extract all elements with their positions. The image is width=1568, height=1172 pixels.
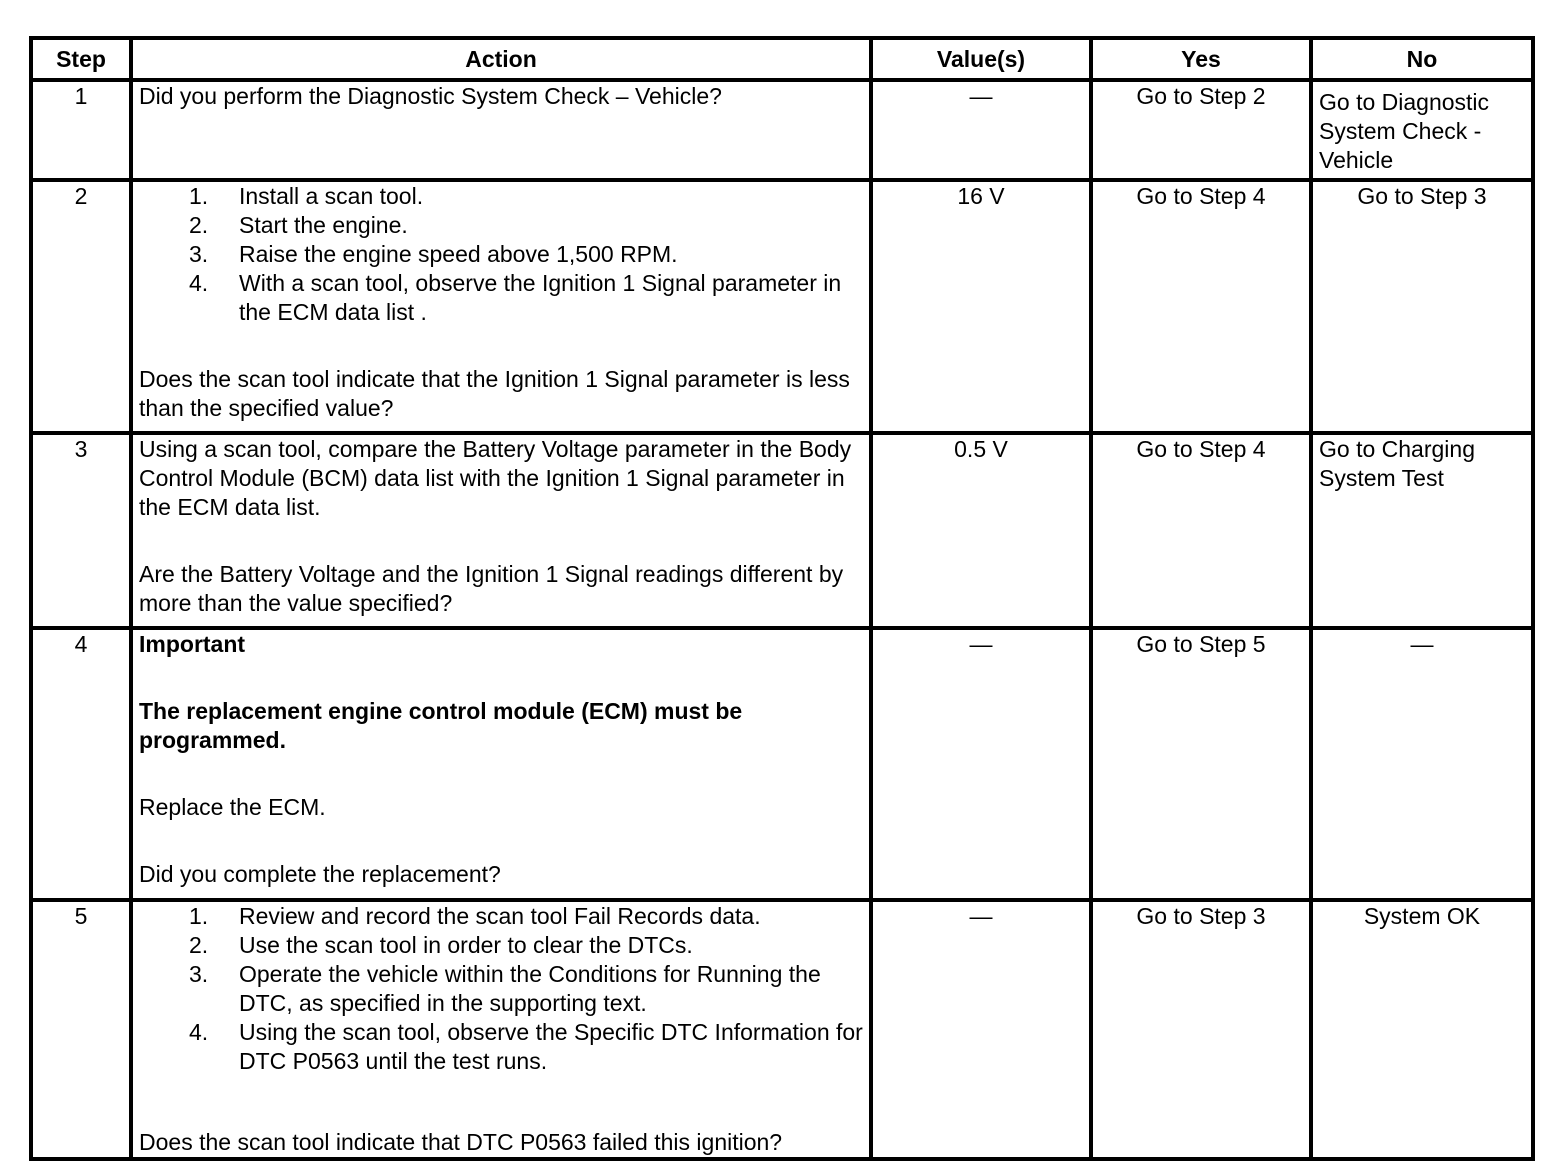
value-cell: 0.5 V (871, 433, 1091, 628)
item-number: 3. (189, 241, 209, 267)
item-number: 2. (189, 932, 209, 958)
item-text: Using the scan tool, observe the Specific DTC Information for DTC P0563 until the test runs. (239, 1019, 863, 1074)
important-note: The replacement engine control module (ECM) must be programmed. (139, 698, 743, 753)
action-question: Did you perform the Diagnostic System Check – Vehicle? (139, 83, 722, 109)
step-number: 5 (31, 900, 131, 1159)
item-text: Operate the vehicle within the Conditions for Running the DTC, as specified in the supporting text. (239, 961, 821, 1016)
action-cell (131, 180, 871, 433)
list-item (139, 240, 863, 269)
header-yes: Yes (1091, 38, 1311, 80)
header-row (31, 38, 1533, 80)
item-text: Start the engine. (239, 212, 408, 238)
item-text: With a scan tool, observe the Ignition 1 Signal parameter in the ECM data list . (239, 270, 842, 325)
spacer (139, 522, 863, 560)
item-number: 2. (189, 212, 209, 238)
table-row (31, 180, 1533, 433)
table-row (31, 80, 1533, 180)
value-cell: 16 V (871, 180, 1091, 433)
table-row (31, 628, 1533, 900)
table-row (31, 433, 1533, 628)
item-text: Use the scan tool in order to clear the DTCs. (239, 932, 693, 958)
list-item (139, 269, 863, 327)
diagnostic-table (29, 36, 1535, 1161)
item-number: 3. (189, 961, 209, 987)
item-text: Install a scan tool. (239, 183, 424, 209)
spacer (139, 1076, 863, 1128)
no-cell: Go to Charging System Test (1311, 433, 1533, 628)
step-number: 4 (31, 628, 131, 900)
value-cell: — (871, 900, 1091, 1159)
yes-cell: Go to Step 2 (1091, 80, 1311, 180)
step-number: 2 (31, 180, 131, 433)
list-item (139, 211, 863, 240)
action-cell (131, 900, 871, 1159)
no-cell: Go to Diagnostic System Check - Vehicle (1311, 80, 1533, 180)
list-item (139, 931, 863, 960)
header-action: Action (131, 38, 871, 80)
action-cell (131, 628, 871, 900)
header-no: No (1311, 38, 1533, 80)
list-item (139, 902, 863, 931)
step-number: 1 (31, 80, 131, 180)
yes-cell: Go to Step 5 (1091, 628, 1311, 900)
list-item (139, 960, 863, 1018)
important-label: Important (139, 631, 246, 657)
list-item (139, 182, 863, 211)
action-cell (131, 80, 871, 180)
action-text: Using a scan tool, compare the Battery Voltage parameter in the Body Control Module (BCM) data list with the Ignition 1 Signal parameter in the ECM data list. (139, 436, 852, 520)
item-text: Review and record the scan tool Fail Records data. (239, 903, 761, 929)
yes-cell: Go to Step 4 (1091, 433, 1311, 628)
action-cell (131, 433, 871, 628)
action-question: Did you complete the replacement? (139, 861, 501, 887)
list-item (139, 1018, 863, 1076)
instruction-list (139, 182, 863, 327)
no-cell: Go to Step 3 (1311, 180, 1533, 433)
item-number: 1. (189, 903, 209, 929)
action-question: Does the scan tool indicate that DTC P0563 failed this ignition? (139, 1129, 783, 1155)
spacer (139, 327, 863, 365)
no-cell: System OK (1311, 900, 1533, 1159)
instruction-list (139, 902, 863, 1076)
header-values: Value(s) (871, 38, 1091, 80)
item-text: Raise the engine speed above 1,500 RPM. (239, 241, 678, 267)
yes-cell: Go to Step 3 (1091, 900, 1311, 1159)
action-text: Replace the ECM. (139, 794, 326, 820)
spacer (139, 755, 863, 793)
header-step: Step (31, 38, 131, 80)
item-number: 4. (189, 1019, 209, 1045)
no-cell: — (1311, 628, 1533, 900)
item-number: 1. (189, 183, 209, 209)
action-question: Are the Battery Voltage and the Ignition 1 Signal readings different by more than the value specified? (139, 561, 844, 616)
yes-cell: Go to Step 4 (1091, 180, 1311, 433)
item-number: 4. (189, 270, 209, 296)
step-number: 3 (31, 433, 131, 628)
action-question: Does the scan tool indicate that the Ignition 1 Signal parameter is less than the specified value? (139, 366, 850, 421)
spacer (139, 822, 863, 860)
table-row (31, 900, 1533, 1159)
value-cell: — (871, 80, 1091, 180)
spacer (139, 659, 863, 697)
value-cell: — (871, 628, 1091, 900)
